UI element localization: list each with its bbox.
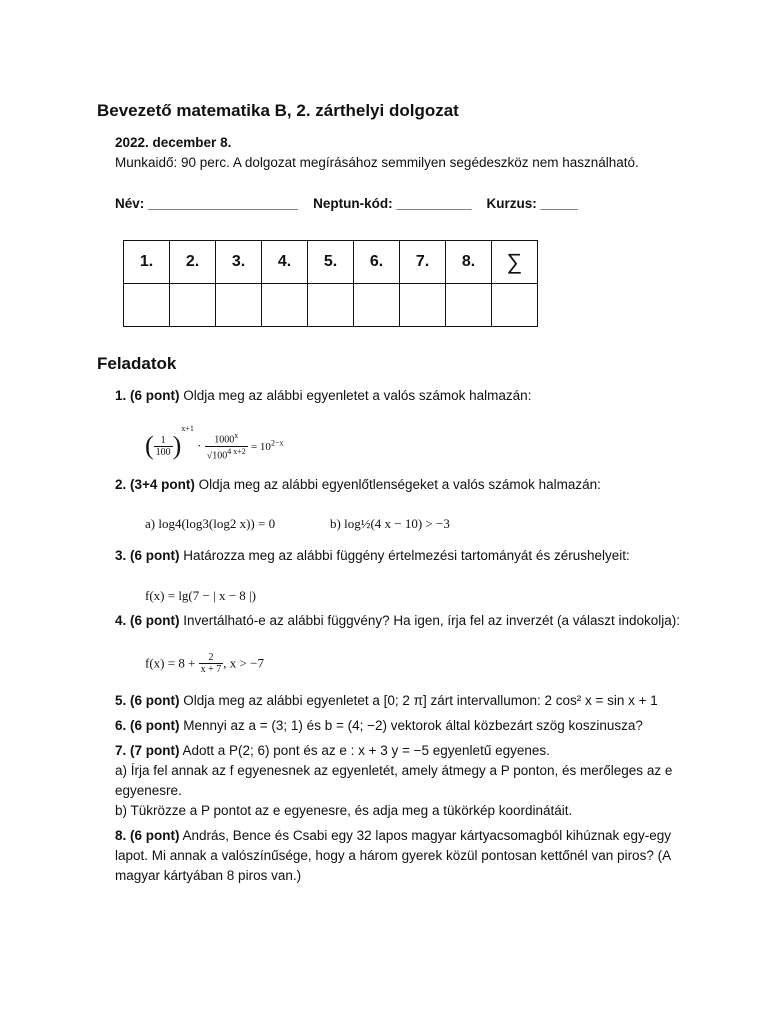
section-title: Feladatok bbox=[97, 354, 177, 373]
task-5 bbox=[115, 691, 705, 711]
task-2 bbox=[115, 475, 705, 495]
task-4-text: Invertálható-e az alábbi függvény? Ha igen, írja fel az inverzét (a választ indokolja): bbox=[179, 613, 681, 628]
task-4-label: 4. (6 pont) bbox=[115, 613, 180, 628]
score-cell[interactable] bbox=[170, 284, 216, 327]
work-note: Munkaidő: 90 perc. A dolgozat megírásához semmilyen segédeszköz nem használható. bbox=[115, 155, 639, 170]
formula-4 bbox=[145, 652, 264, 675]
score-header-5: 5. bbox=[308, 241, 354, 284]
task-8 bbox=[115, 826, 705, 886]
task-6-text: Mennyi az a = (3; 1) és b = (4; −2) vektorok által közbezárt szög koszinusza? bbox=[179, 718, 643, 733]
score-header-2: 2. bbox=[170, 241, 216, 284]
score-header-sum: ∑ bbox=[492, 241, 538, 284]
formula-4-num: 2 bbox=[199, 652, 224, 664]
formula-4-right: , x > −7 bbox=[223, 655, 264, 671]
task-1 bbox=[115, 386, 705, 406]
score-cell[interactable] bbox=[400, 284, 446, 327]
task-1-text: Oldja meg az alábbi egyenletet a valós számok halmazán: bbox=[179, 388, 532, 403]
task-7-label: 7. (7 pont) bbox=[115, 743, 180, 758]
score-cell[interactable] bbox=[262, 284, 308, 327]
score-cell[interactable] bbox=[216, 284, 262, 327]
score-header-3: 3. bbox=[216, 241, 262, 284]
score-header-6: 6. bbox=[354, 241, 400, 284]
task-5-label: 5. (6 pont) bbox=[115, 693, 180, 708]
formula-3: f(x) = lg(7 − | x − 8 |) bbox=[145, 588, 256, 603]
formula-4-left: f(x) = 8 + bbox=[145, 655, 196, 671]
task-6-label: 6. (6 pont) bbox=[115, 718, 180, 733]
task-6 bbox=[115, 716, 705, 736]
task-7 bbox=[115, 741, 705, 821]
formula-4-den: x + 7 bbox=[200, 664, 222, 675]
task-2-label: 2. (3+4 pont) bbox=[115, 477, 195, 492]
task-8-label: 8. (6 pont) bbox=[115, 828, 180, 843]
score-cell[interactable] bbox=[446, 284, 492, 327]
task-7a: a) Írja fel annak az f egyenesnek az egyenletét, amely átmegy a P ponton, és merőleges az e egyenesre. bbox=[115, 763, 673, 798]
task-5-text: Oldja meg az alábbi egyenletet a [0; 2 π] zárt intervallumon: 2 cos² x = sin x + 1 bbox=[179, 693, 658, 708]
task-7b: b) Tükrözze a P pontot az e egyenesre, és adja meg a tükörkép koordinátáit. bbox=[115, 803, 573, 818]
score-cell[interactable] bbox=[492, 284, 538, 327]
task-8-text: András, Bence és Csabi egy 32 lapos magyar kártyacsomagból kihúznak egy-egy lapot. Mi annak a valószínűsége, hogy a három gyerek közül pontosan kettőnél van piros? (A magyar kártyában 8 piros van.) bbox=[115, 828, 672, 883]
task-4 bbox=[115, 611, 705, 631]
page-title: Bevezető matematika B, 2. zárthelyi dolgozat bbox=[97, 101, 459, 120]
task-3-label: 3. (6 pont) bbox=[115, 548, 180, 563]
task-3-text: Határozza meg az alábbi függény értelmezési tartományát és zérushelyeit: bbox=[179, 548, 630, 563]
score-cell[interactable] bbox=[308, 284, 354, 327]
formula-2a: a) log4(log3(log2 x)) = 0 bbox=[145, 516, 276, 531]
score-header-1: 1. bbox=[124, 241, 170, 284]
score-header-4: 4. bbox=[262, 241, 308, 284]
task-3 bbox=[115, 546, 705, 566]
exam-date: 2022. december 8. bbox=[115, 135, 232, 150]
score-table bbox=[123, 240, 538, 327]
score-header-7: 7. bbox=[400, 241, 446, 284]
task-2-text: Oldja meg az alábbi egyenlőtlenségeket a valós számok halmazán: bbox=[194, 477, 601, 492]
student-fields: Név: ____________________ Neptun-kód: __________ Kurzus: _____ bbox=[115, 196, 579, 211]
formula-2b: b) log½(4 x − 10) > −3 bbox=[330, 516, 450, 531]
score-cell[interactable] bbox=[354, 284, 400, 327]
task-7-text: Adott a P(2; 6) pont és az e : x + 3 y = −5 egyenletű egyenes. bbox=[179, 743, 550, 758]
score-header-8: 8. bbox=[446, 241, 492, 284]
score-cell[interactable] bbox=[124, 284, 170, 327]
task-1-label: 1. (6 pont) bbox=[115, 388, 180, 403]
formula-1: ( $\frac{1}{100}$ )$^{x+1}$ · $\frac{1000^x}{√100^{4 x+2}}$ = $10^{2-x}$ bbox=[145, 424, 284, 461]
